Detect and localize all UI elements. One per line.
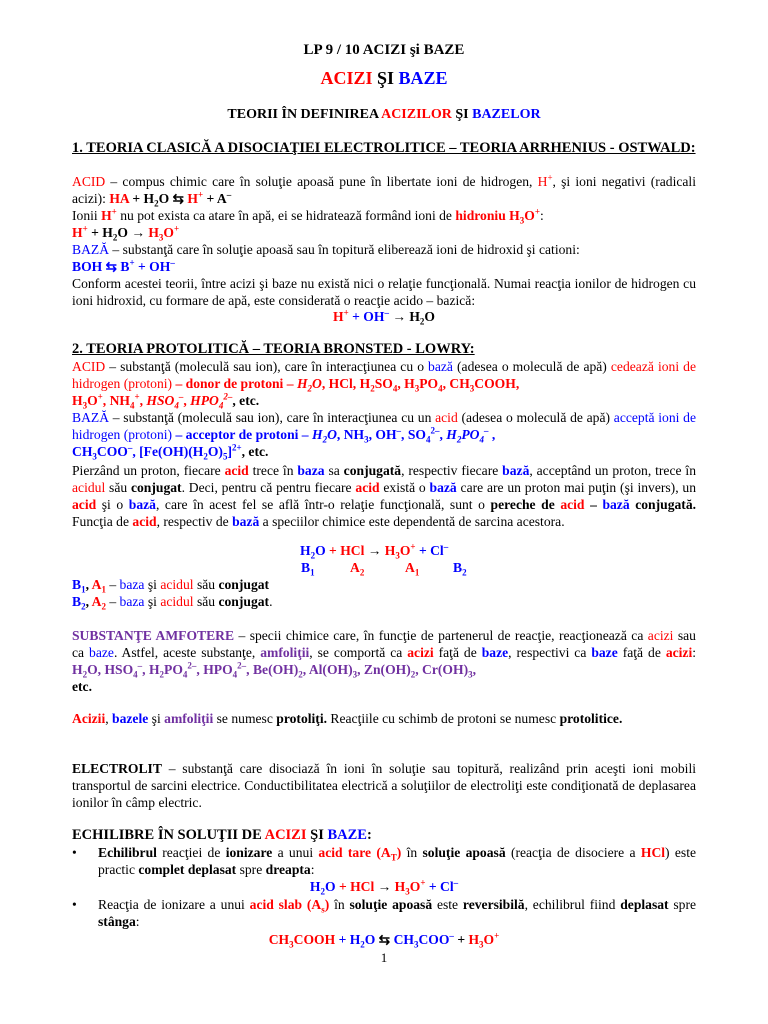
ex: , etc. — [241, 444, 269, 459]
am: O, HSO — [87, 662, 134, 677]
section1-ionii: Ionii H+ nu pot exista ca atare în apă, ei se hidratează formând ioni de hidroniu $H_3O^+$: — [72, 206, 544, 226]
ex: , OH — [368, 427, 397, 442]
ex: , etc. — [232, 393, 260, 408]
subtitle-part: ŞI — [451, 107, 473, 122]
section2-baza-def: BAZĂ – substanţă (moleculă sau ion), care în interacţiunea cu un acid (adesea o moleculă de apă) acceptă ioni de hidrogen (protoni) – acceptor de protoni – $H_2O$, $NH_3$, OH–, $SO_4^{2-}$, $H_2PO_4^-$ , $CH_3COO^-$, $[Fe(OH)(H_2O)_5]^{2+}$, etc. — [72, 410, 696, 462]
baza-term-2: BAZĂ — [72, 410, 110, 425]
e2: , echilibrul fiind — [524, 897, 621, 912]
eh: ACIZI — [264, 827, 307, 843]
e2: soluţie apoasă — [349, 897, 433, 912]
electrolit-paragraph — [72, 760, 696, 811]
ex: PO — [419, 376, 439, 391]
e7: O — [483, 932, 495, 947]
pz: conjugat — [130, 480, 182, 495]
amfotere-paragraph: SUBSTANŢE AMFOTERE – specii chimice care, în funcţie de partenerul de reacţie, reacţionează ca acizi sau ca baze. Astfel, aceste substanţe, amfoliţii, se comportă ca acizi faţă de baze, respectivi ca baze faţă de acizi: $H_2O$, $HSO_4^-$, $H_2PO_4^{2-}$, $HPO_4^{2-}$, $Be(OH)_2$, $Al(OH)_3$, $Zn(OH)_2$, $Cr(OH)_3$, etc. — [72, 628, 697, 694]
electrolit-term: ELECTROLIT — [72, 761, 162, 776]
am: acizi — [665, 645, 693, 660]
baza-def2: (adesea o moleculă de apă) — [457, 410, 614, 425]
eq2-mid: + H — [87, 225, 113, 240]
baza-def-text: – substanţă care în soluţie apoasă sau în topitură eliberează ioni de hidroxid şi cationi: — [109, 242, 580, 257]
am: , H — [142, 662, 160, 677]
bullet-icon: • — [72, 845, 77, 860]
subtitle-acizilor: ACIZILOR — [381, 107, 452, 122]
section1-conform — [72, 275, 696, 309]
eq3-boh: BOH ⇆ B — [72, 259, 130, 274]
e6: O — [324, 879, 336, 894]
conj1: $B_1$, $A_1$ – baza şi acidul său conjugat — [72, 577, 270, 595]
pz: său — [105, 480, 131, 495]
am: acizi — [647, 628, 674, 643]
am: , Zn(OH) — [357, 662, 411, 677]
pr: Reacţiile cu schimb de protoni se numesc — [327, 711, 560, 726]
acid-term-2: ACID — [72, 359, 106, 374]
e2: stânga — [98, 914, 136, 929]
ex: , SO — [401, 427, 426, 442]
e2: s — [321, 904, 325, 915]
eq5-part: + Cl — [415, 543, 444, 558]
cj: baza — [119, 577, 145, 592]
title-si: ŞI — [376, 68, 394, 88]
e1: soluţie apoasă — [422, 845, 506, 860]
e1: HCl — [640, 845, 666, 860]
e1: complet deplasat — [138, 862, 237, 877]
cj: acidul — [160, 577, 194, 592]
eq3-oh: + OH — [134, 259, 171, 274]
ionii-mid: nu pot exista ca atare în apă, ei se hidratează formând ioni de — [116, 208, 456, 223]
am: faţă de — [433, 645, 482, 660]
e2: Reacţia de ionizare a unui — [98, 897, 250, 912]
pr: Acizii — [72, 711, 106, 726]
baza-word: bază — [428, 359, 453, 374]
acid-def1: – substanţă (moleculă sau ion), care în interacţiunea cu o — [105, 359, 429, 374]
electrolit-def: – substanţă care disociază în ioni în soluţie sau topitură, realizând prin aceşti ioni mobili transportul de sarcini electrice. Conductibilitatea electrică a soluţiilor de electroliţi este condiţionată de deplasarea ionilor în câmp electric. — [72, 761, 696, 810]
ex: O — [87, 393, 98, 408]
ex: , [Fe(OH)(H — [132, 444, 204, 459]
am: , se comportă ca — [309, 645, 408, 660]
e7: H — [468, 932, 480, 947]
label-a1: A — [405, 560, 415, 575]
eh: : — [366, 827, 372, 843]
cj: conjugat — [218, 594, 270, 609]
ex: H — [446, 427, 457, 442]
am: amfoliţii — [260, 645, 310, 660]
e1: acid tare — [318, 845, 372, 860]
eq1-a: + A — [203, 191, 227, 206]
pz: şi o — [96, 497, 129, 512]
acid-def-text: – compus chimic care în soluţie apoasă pune în libertate ioni de hidrogen, — [105, 174, 538, 189]
pz: conjugată — [343, 463, 402, 478]
e1: dreapta — [265, 862, 311, 877]
pz: , respectiv fiecare — [401, 463, 503, 478]
cj: său — [193, 577, 219, 592]
cj: B — [72, 577, 82, 592]
am: acizi — [407, 645, 434, 660]
pz: sa — [324, 463, 344, 478]
pz: acid — [560, 497, 585, 512]
am: : — [692, 645, 697, 660]
eq2-h: H — [72, 225, 83, 240]
ex: COOH, — [474, 376, 520, 391]
eq1-mid: + H — [129, 191, 155, 206]
pr: , — [105, 711, 113, 726]
ex: SO — [374, 376, 393, 391]
ex: , — [488, 427, 496, 442]
e2: este — [432, 897, 463, 912]
echilibre-bullet1 — [72, 844, 697, 878]
pr: bazele — [112, 711, 149, 726]
am: faţă de — [617, 645, 666, 660]
eq5-part: + HCl — [325, 543, 365, 558]
eq5: $H_2O$ + HCl → $H_3O^+ + Cl^-$ — [300, 541, 449, 561]
cj: A — [91, 594, 102, 609]
cedeaza: cedează ioni de hidrogen (protoni) — [72, 359, 696, 391]
pz: trece în — [248, 463, 298, 478]
subtitle — [72, 106, 696, 123]
eq2-h3o: H — [148, 225, 159, 240]
e2: ) — [324, 897, 330, 912]
section2-heading-text: 2. TEORIA PROTOLITICĂ – TEORIA BRONSTED - LOWRY: — [72, 341, 475, 357]
pz: . Deci, pentru că pentru fiecare — [181, 480, 356, 495]
pz: există o — [379, 480, 430, 495]
eq4-o: O — [424, 309, 435, 324]
accepta: acceptă ioni de hidrogen (protoni) — [72, 410, 696, 442]
eq4: $H^+ + OH^- \to H_2O$ — [333, 307, 435, 327]
ex: O) — [207, 444, 223, 459]
cj: B — [72, 594, 82, 609]
ex: , NH — [336, 427, 365, 442]
pz: acid — [355, 480, 380, 495]
conform-text: Conform acestei teorii, între acizi şi baze nu există nici o relaţie funcţională. Numai reacţia ionilor de hidrogen cu ioni hidroxid, cu formare de apă, este considerată o reacţie acido – bazică: — [72, 276, 696, 308]
eq4-end: → H — [388, 309, 420, 324]
ex: , CH — [442, 376, 470, 391]
am: – specii chimice care, în funcţie de partenerul de reacţie, reacţionează ca — [234, 628, 648, 643]
section2-pierzand — [72, 462, 696, 530]
eq2-end: O → — [117, 225, 149, 240]
ex: HPO — [190, 393, 219, 408]
echilibre-heading — [72, 827, 696, 844]
echilibre-bullet2 — [72, 896, 697, 930]
pr: se numesc — [213, 711, 277, 726]
acid-term: ACID — [72, 174, 106, 189]
e1: ionizare — [225, 845, 273, 860]
e1: : — [310, 862, 315, 877]
ex: H — [296, 376, 308, 391]
eq5-part: O — [315, 543, 326, 558]
ex: , — [183, 393, 191, 408]
eq7: $CH_3COOH + H_2O$ ⇆ $CH_3COO^- + H_3O^+$ — [268, 930, 500, 950]
eh: BAZE — [327, 827, 367, 843]
eq4-oh: + OH — [348, 309, 385, 324]
eq5-part: → — [364, 543, 385, 558]
section1-heading-text: 1. TEORIA CLASICĂ A DISOCIAŢIEI ELECTROLITICE – TEORIA ARRHENIUS - OSTWALD: — [72, 140, 696, 156]
e1: T — [390, 852, 397, 863]
ex: COO — [96, 444, 128, 459]
pz: baza — [297, 463, 325, 478]
pz: , acceptând un proton, trece în — [529, 463, 696, 478]
am: , Be(OH) — [246, 662, 299, 677]
eq1-end: O ⇆ — [158, 191, 188, 206]
pz: – — [584, 497, 603, 512]
subtitle-bazelor: BAZELOR — [472, 107, 541, 122]
eq5-part: H — [384, 543, 396, 558]
e7: CH — [268, 932, 290, 947]
acid-word: acid — [435, 410, 458, 425]
e1: (A — [371, 845, 391, 860]
hidroniu: hidroniu H — [455, 208, 520, 223]
e7: CH — [393, 932, 414, 947]
eq1-ha: HA — [109, 191, 129, 206]
e2: reversibilă — [462, 897, 525, 912]
bullet-icon: • — [72, 897, 77, 912]
eh: ECHILIBRE ÎN SOLUŢII DE — [72, 827, 265, 843]
e7: O — [364, 932, 376, 947]
cj: acidul — [160, 594, 194, 609]
pz: bază — [429, 480, 457, 495]
ex: O — [327, 427, 337, 442]
am: sau ca — [72, 628, 696, 660]
cj: , — [85, 577, 92, 592]
pz: Funcţia de — [72, 514, 133, 529]
pz: bază — [128, 497, 156, 512]
eq5-part: H — [300, 543, 311, 558]
eq3: BOH ⇆ B+ + OH– — [72, 257, 175, 274]
title-acizi: ACIZI — [320, 68, 373, 88]
am: baze — [481, 645, 509, 660]
e1: ) — [396, 845, 402, 860]
acid-def2: (adesea o moleculă de apă) — [452, 359, 611, 374]
eq5-labels: $B_1$ $A_2$ $A_1$ $B_2$ — [301, 560, 467, 578]
section2-acid-def: ACID – substanţă (moleculă sau ion), care în interacţiunea cu o bază (adesea o moleculă de apă) cedează ioni de hidrogen (protoni) – donor de protoni – $H_2O$, HCl, $H_2SO_4$, $H_3PO_4$, $CH_3COOH$, $H_3O^+$, $NH_4^+$, $HSO_4^-$, $HPO_4^{2-}$, etc. — [72, 359, 696, 411]
e7: + H — [335, 932, 361, 947]
am: , Al(OH) — [302, 662, 353, 677]
e2: (A — [302, 897, 322, 912]
lp-title — [72, 42, 696, 59]
e6: H — [309, 879, 321, 894]
e2: spre — [668, 897, 697, 912]
e6: O — [409, 879, 421, 894]
pz: conjugată. — [629, 497, 697, 512]
cj: conjugat — [218, 577, 270, 592]
eh: ŞI — [306, 827, 328, 843]
am: baze — [591, 645, 618, 660]
ex: , — [139, 393, 147, 408]
e2: deplasat — [620, 897, 669, 912]
pz: care are un proton mai puţin (şi invers), un — [456, 480, 696, 495]
e6: H — [394, 879, 406, 894]
pz: bază — [502, 463, 530, 478]
pz: a speciilor chimice este dependentă de sarcina acestora. — [259, 514, 565, 529]
donor: – donor de protoni – — [172, 376, 297, 391]
pz: bază — [602, 497, 630, 512]
e1: Echilibrul — [98, 845, 157, 860]
eq4-h: H — [333, 309, 344, 324]
pz: acidul — [72, 480, 106, 495]
acid-def-text2: , şi ioni negativi (radicali acizi): — [72, 174, 696, 206]
cj: baza — [119, 594, 145, 609]
baza-def1: – substanţă (moleculă sau ion), care în interacţiunea cu un — [109, 410, 436, 425]
e1: (reacţia de disociere a — [505, 845, 641, 860]
ex: CH — [72, 444, 93, 459]
section1-acid-def: ACID – compus chimic care în soluţie apoasă pune în libertate ioni de hidrogen, H+, şi ioni negativi (radicali acizi): HA + $H_2O$ ⇆ H+ + A– — [72, 172, 696, 209]
pr: amfoliţii — [164, 711, 214, 726]
acceptor: – acceptor de protoni – — [172, 427, 312, 442]
ex: HSO — [146, 393, 175, 408]
pz: , respectiv de — [156, 514, 233, 529]
subtitle-part: TEORII ÎN DEFINIREA — [227, 107, 382, 122]
e7: COO — [418, 932, 450, 947]
pz: bază — [232, 514, 260, 529]
label-b1: B — [301, 560, 311, 575]
am: PO — [164, 662, 183, 677]
e7: COOH — [293, 932, 336, 947]
ex: , HCl, H — [321, 376, 371, 391]
label-b2: B — [453, 560, 463, 575]
lp-title-text: LP 9 / 10 ACIZI şi BAZE — [303, 42, 465, 58]
amfotere-term: SUBSTANŢE AMFOTERE — [72, 628, 235, 643]
e7: + — [453, 932, 469, 947]
pz: pereche de — [490, 497, 561, 512]
am: , — [472, 662, 477, 677]
e1: ) este practic — [98, 845, 697, 877]
e7: ⇆ — [375, 932, 394, 947]
cj: A — [91, 577, 102, 592]
pr: şi — [148, 711, 165, 726]
conj2: $B_2$, $A_2$ – baza şi acidul său conjugat. — [72, 594, 273, 612]
am: H — [72, 662, 83, 677]
e1: în — [401, 845, 423, 860]
ex: , — [439, 427, 447, 442]
ex: , NH — [102, 393, 130, 408]
title-baze: BAZE — [398, 68, 448, 88]
section1-heading — [72, 140, 696, 156]
am: etc. — [72, 679, 92, 694]
e1: spre — [236, 862, 266, 877]
eq1-h: H — [187, 191, 198, 206]
cj: – — [105, 577, 120, 592]
am: , Cr(OH) — [415, 662, 469, 677]
e2: în — [329, 897, 350, 912]
pz: acid — [132, 514, 157, 529]
e6: → — [374, 879, 395, 894]
e1: a unui — [272, 845, 319, 860]
e1: reacţiei de — [156, 845, 226, 860]
am: , respectivi ca — [508, 645, 592, 660]
ex: PO — [461, 427, 480, 442]
e2: acid slab — [249, 897, 303, 912]
ex: , H — [397, 376, 415, 391]
label-a2: A — [350, 560, 360, 575]
am: baze — [89, 645, 114, 660]
section1-baza-def — [72, 241, 696, 258]
ex: O — [312, 376, 322, 391]
eq2: $H^+ + H_2O \to H_3O^+$ — [72, 223, 180, 243]
e2: : — [135, 914, 140, 929]
cj: şi — [144, 594, 161, 609]
page-number: 1 — [380, 950, 388, 965]
eq5-part: O — [399, 543, 411, 558]
baza-term: BAZĂ — [72, 242, 110, 257]
section2-heading — [72, 341, 696, 358]
pz: acid — [224, 463, 249, 478]
ionii-text: Ionii — [72, 208, 102, 223]
pz: Pierzând un proton, fiecare — [72, 463, 225, 478]
ex: H — [312, 427, 323, 442]
pz: , care în acest fel se află într-o relaţie funcţională, sunt o — [155, 497, 491, 512]
ex: ] — [227, 444, 232, 459]
protoliti-paragraph — [72, 710, 696, 727]
am: . Astfel, aceste substanţe, — [113, 645, 261, 660]
pr: protolitice. — [559, 711, 623, 726]
pr: protoliţi. — [276, 711, 328, 726]
main-title — [72, 70, 696, 87]
eq6: $H_2O$ + HCl → $H_3O^+ + Cl^-$ — [309, 877, 459, 897]
cj: , — [85, 594, 92, 609]
cj: său — [193, 594, 219, 609]
am: , HPO — [196, 662, 233, 677]
cj: – — [105, 594, 120, 609]
e6: + HCl — [335, 879, 375, 894]
cj: şi — [144, 577, 161, 592]
ex: H — [72, 393, 83, 408]
pz: acid — [72, 497, 97, 512]
e6: + Cl — [425, 879, 454, 894]
